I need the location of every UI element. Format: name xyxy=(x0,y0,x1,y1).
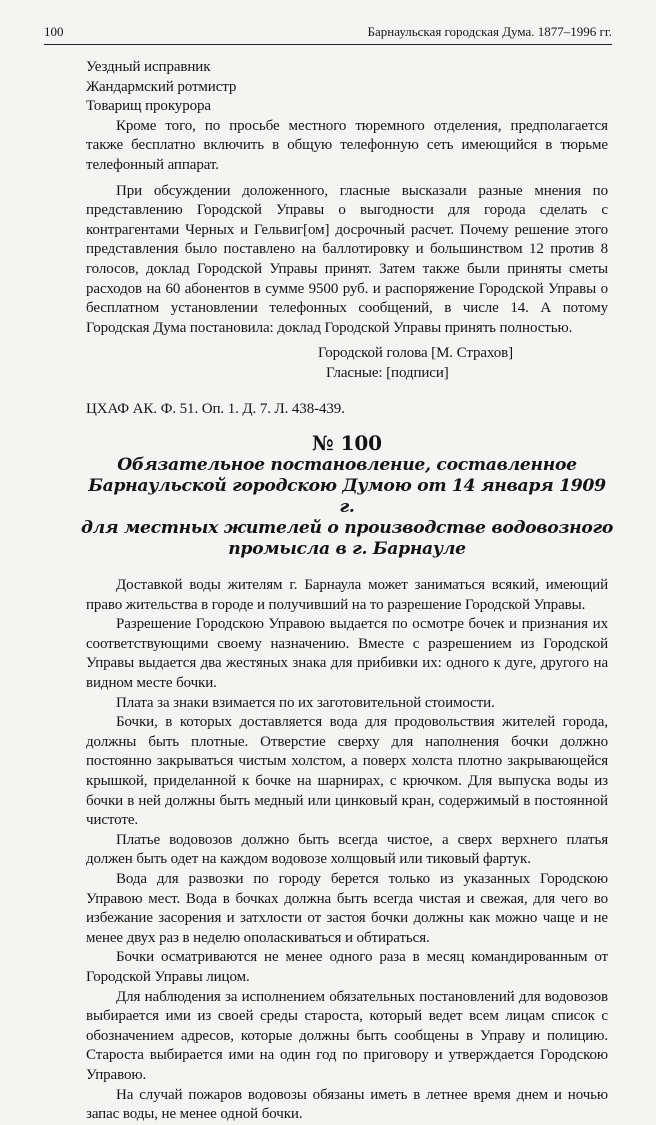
signature-block xyxy=(86,344,608,383)
running-title: Барнаульская городская Дума. 1877–1996 гг. xyxy=(367,24,612,39)
paragraph: Кроме того, по просьбе местного тюремного отделения, предполагается также бесплатно включить в общую телефонную сеть имеющийся в тюрьме телефонный аппарат. xyxy=(86,117,608,173)
list-item: Товарищ прокурора xyxy=(86,98,211,115)
page-body xyxy=(80,58,614,1125)
document-title xyxy=(80,455,614,560)
title-line: Барнаульской городскою Думою от 14 января 1909 г. xyxy=(88,476,606,518)
archive-reference: ЦХАФ АК. Ф. 51. Оп. 1. Д. 7. Л. 438-439. xyxy=(86,400,345,417)
running-header xyxy=(44,22,612,45)
title-line: промысла в г. Барнауле xyxy=(228,539,466,560)
title-line: для местных жителей о производстве водовозного xyxy=(80,518,614,539)
list-item: Уездный исправник xyxy=(86,59,211,75)
signature-head: Городской голова [М. Страхов] xyxy=(318,345,514,362)
paragraph: Для наблюдения за исполнением обязательных постановлений для водовозов выбирается ими из своей среды староста, который ведет всем лицам список с обозначением адресов, которые должны быть сообщены в Управу и полицию. Староста выбирается ими на один год по приговору и утверждается Городскою Управою. xyxy=(86,988,608,1083)
paragraph: Плата за знаки взимается по их заготовительной стоимости. xyxy=(116,694,495,711)
paragraph: Бочки осматриваются не менее одного раза в месяц командированным от Городской Управы лицом. xyxy=(86,949,608,985)
signature-members: Гласные: [подписи] xyxy=(326,364,449,381)
paragraph: Вода для развозки по городу берется только из указанных Городскою Управою мест. Вода в бочках должна быть всегда чистая и свежая, для чего во избежание засорения и затхлости от застоя бочки должны как можно чаще и не менее двух раз в неделю ополаскиваться и обтираться. xyxy=(86,871,608,946)
paragraph: Разрешение Городскою Управою выдается по осмотре бочек и признания их соответствующими своему назначению. Вместе с разрешением из Городской Управы выдается два жестяных знака для прибивки их: одного к дуге, другого на видном месте бочки. xyxy=(86,616,608,692)
paragraph: Платье водовозов должно быть всегда чистое, а сверх верхнего платья должен быть одет на каждом водовозе холщовый или тиковый фартук. xyxy=(86,831,608,868)
paragraph: На случай пожаров водовозы обязаны иметь в летнее время днем и ночью запас воды, не менее одной бочки. xyxy=(86,1086,608,1123)
paragraph: Доставкой воды жителям г. Барнаула может заниматься всякий, имеющий право жительства в городе и получивший на то разрешение Городской Управы. xyxy=(86,577,608,613)
list-item: Жандармский ротмистр xyxy=(86,78,237,95)
document-number: № 100 xyxy=(312,431,382,456)
title-line: Обязательное постановление, составленное xyxy=(117,455,577,476)
paragraph: При обсуждении доложенного, гласные высказали разные мнения по представлению Городской Управы о выгодности для города сделать с контрагентами Черных и Гельвиг[ом] досрочный расчет. Почему решение этого представления было поставлено на баллотировку и большинством 12 против 8 голосов, доклад Городской Управы принят. Затем также были приняты сметы расходов на 60 абонентов в сумме 9500 руб. и распоряжение Городской Управы о бесплатном установлении телефонных сообщений, в числе 14. А потому Городская Дума постановила: доклад Городской Управы принять полностью. xyxy=(86,182,608,336)
page-number: 100 xyxy=(44,24,64,39)
paragraph: Бочки, в которых доставляется вода для продовольствия жителей города, должны быть плотные. Отверстие сверху для наполнения бочки должно постоянно закрываться чистым холстом, а поверх холста плотно закрывающейся крышкой, приделанной к бочке на шарнирах, с крючком. Для выпуска воды из бочки в ней должны быть медный или цинковый кран, содержимый в постоянной чистоте. xyxy=(86,714,608,829)
